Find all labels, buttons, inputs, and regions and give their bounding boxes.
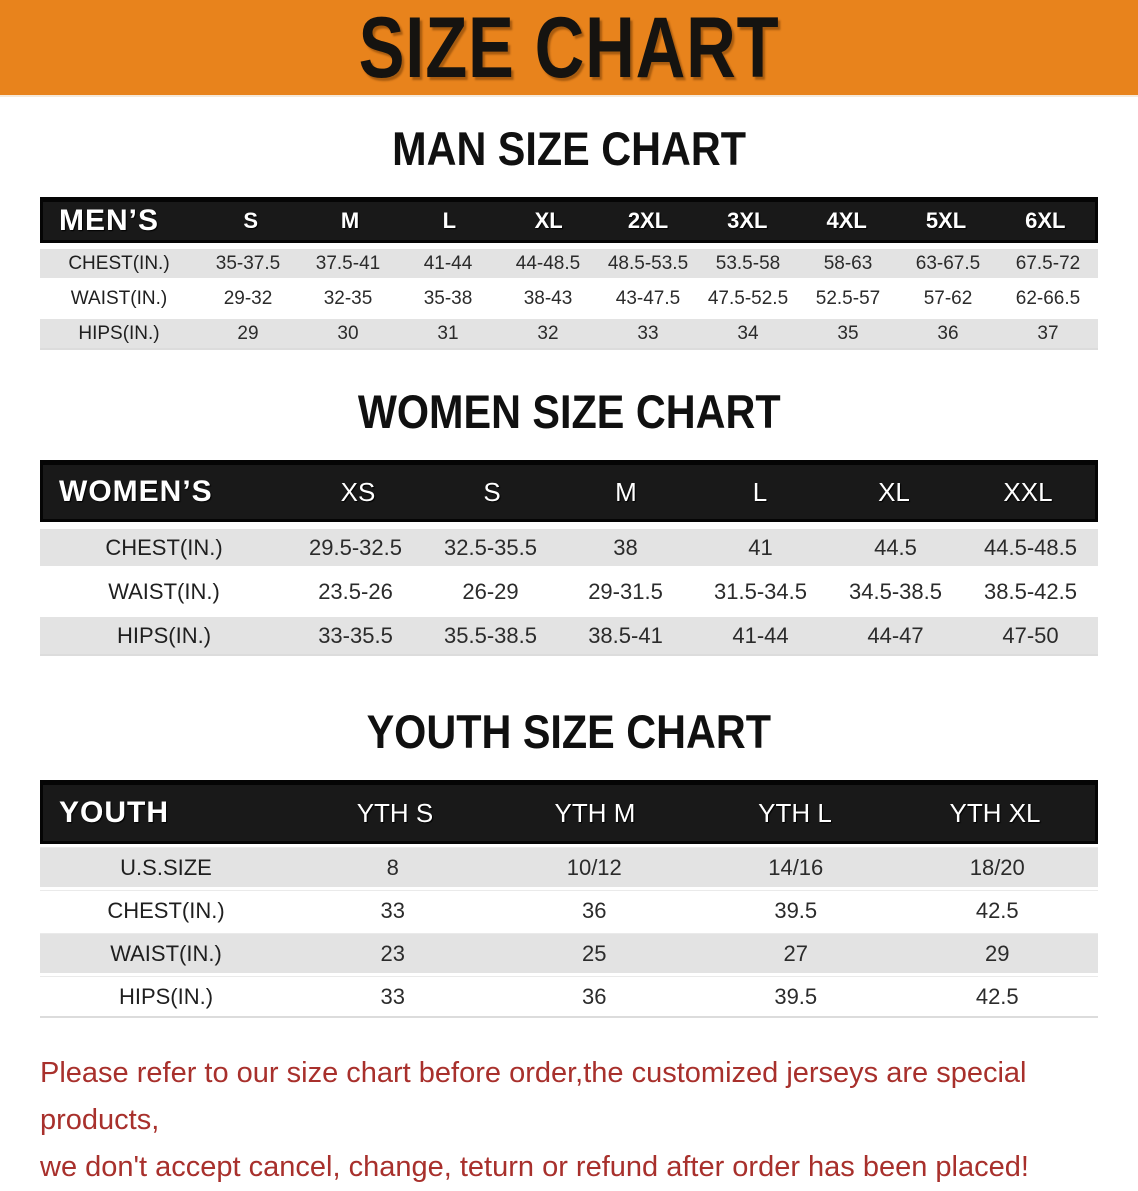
youth-cell-2-0: 23	[380, 940, 405, 966]
men-column-header-1: M	[340, 208, 360, 233]
youth-column-header-0: YTH S	[356, 797, 434, 828]
youth-cell-1-2: 39.5	[774, 897, 818, 923]
youth-table-row-1	[40, 890, 1098, 930]
youth-row-label-2: WAIST(IN.)	[110, 940, 222, 966]
women-table-header-row	[40, 460, 1098, 522]
men-cell-2-7: 36	[937, 322, 959, 344]
youth-cell-0-1: 10/12	[566, 854, 622, 880]
youth-chart-heading	[0, 705, 1138, 758]
women-cell-0-3: 41	[748, 534, 773, 560]
youth-row-label-1: CHEST(IN.)	[107, 897, 225, 923]
men-chart-heading-text: MAN SIZE CHART	[392, 122, 746, 175]
men-column-header-7: 5XL	[925, 208, 967, 233]
men-cell-1-2: 35-38	[423, 287, 473, 309]
men-table-row-1	[40, 284, 1098, 313]
men-size-chart-section	[0, 122, 1138, 350]
women-cell-1-1: 26-29	[462, 578, 519, 604]
men-cell-2-3: 32	[537, 322, 559, 344]
women-cell-2-1: 35.5-38.5	[444, 622, 537, 648]
women-cell-1-2: 29-31.5	[588, 578, 663, 604]
men-cell-2-6: 35	[837, 322, 859, 344]
women-chart-heading-text: WOMEN SIZE CHART	[357, 385, 781, 438]
women-column-header-4: XL	[878, 476, 910, 507]
men-cell-0-1: 37.5-41	[315, 252, 381, 274]
men-cell-2-5: 34	[737, 322, 759, 344]
men-header-label: MEN’S	[59, 204, 160, 237]
men-column-header-2: L	[442, 208, 457, 233]
youth-cell-1-3: 42.5	[975, 897, 1019, 923]
youth-cell-2-3: 29	[985, 940, 1010, 966]
men-cell-0-5: 53.5-58	[715, 252, 781, 274]
women-cell-2-3: 41-44	[732, 622, 789, 648]
men-cell-0-7: 63-67.5	[915, 252, 981, 274]
youth-column-header-3: YTH XL	[949, 797, 1041, 828]
men-row-label-0: CHEST(IN.)	[68, 252, 170, 274]
youth-cell-3-0: 33	[380, 983, 405, 1009]
men-cell-2-4: 33	[637, 322, 659, 344]
youth-row-label-3: HIPS(IN.)	[118, 983, 214, 1009]
women-table-row-1	[40, 573, 1098, 610]
men-cell-1-7: 57-62	[923, 287, 973, 309]
men-cell-1-0: 29-32	[223, 287, 273, 309]
women-cell-0-0: 29.5-32.5	[309, 534, 402, 560]
youth-table-row-0	[40, 847, 1098, 887]
men-cell-2-8: 37	[1037, 322, 1059, 344]
youth-table-header-row	[40, 780, 1098, 844]
disclaimer	[40, 1050, 1108, 1191]
women-chart-heading	[0, 385, 1138, 438]
men-table-header-row	[40, 197, 1098, 243]
women-table-row-2	[40, 617, 1098, 654]
men-row-label-2: HIPS(IN.)	[78, 322, 160, 344]
men-row-label-1: WAIST(IN.)	[70, 287, 168, 309]
men-cell-1-6: 52.5-57	[815, 287, 881, 309]
women-cell-2-5: 47-50	[1002, 622, 1059, 648]
youth-cell-1-1: 36	[582, 897, 607, 923]
page-title	[306, 0, 832, 96]
page-title-text: SIZE CHART	[358, 0, 780, 96]
women-cell-1-0: 23.5-26	[318, 578, 393, 604]
men-cell-0-2: 41-44	[423, 252, 473, 274]
women-cell-2-0: 33-35.5	[318, 622, 393, 648]
youth-header-label: YOUTH	[59, 796, 169, 829]
women-cell-0-4: 44.5	[874, 534, 917, 560]
youth-table-row-2	[40, 933, 1098, 973]
men-cell-0-0: 35-37.5	[215, 252, 281, 274]
men-cell-0-6: 58-63	[823, 252, 873, 274]
men-cell-1-5: 47.5-52.5	[707, 287, 789, 309]
women-cell-1-3: 31.5-34.5	[714, 578, 807, 604]
youth-cell-3-1: 36	[582, 983, 607, 1009]
men-cell-0-4: 48.5-53.5	[607, 252, 689, 274]
men-column-header-4: 2XL	[627, 208, 669, 233]
men-column-header-0: S	[243, 208, 258, 233]
women-size-table	[40, 460, 1098, 656]
women-cell-2-2: 38.5-41	[588, 622, 663, 648]
women-row-label-1: WAIST(IN.)	[108, 578, 220, 604]
women-header-label: WOMEN’S	[59, 475, 213, 508]
banner	[0, 0, 1138, 97]
men-table-row-2	[40, 319, 1098, 348]
youth-cell-3-3: 42.5	[975, 983, 1019, 1009]
men-cell-2-0: 29	[237, 322, 259, 344]
women-cell-1-4: 34.5-38.5	[849, 578, 942, 604]
men-table-row-0	[40, 249, 1098, 278]
youth-chart-heading-text: YOUTH SIZE CHART	[366, 705, 772, 758]
youth-size-chart-section	[0, 705, 1138, 1018]
men-column-header-6: 4XL	[826, 208, 867, 233]
women-row-label-2: HIPS(IN.)	[116, 622, 212, 648]
women-size-chart-section	[0, 385, 1138, 656]
women-cell-1-5: 38.5-42.5	[984, 578, 1077, 604]
women-column-header-1: S	[483, 476, 501, 507]
women-table-body	[40, 529, 1098, 654]
youth-cell-2-1: 25	[582, 940, 607, 966]
men-cell-2-1: 30	[337, 322, 359, 344]
youth-size-table	[40, 780, 1098, 1018]
men-cell-0-3: 44-48.5	[515, 252, 581, 274]
men-size-table	[40, 197, 1098, 350]
youth-cell-0-0: 8	[386, 854, 399, 880]
women-cell-0-1: 32.5-35.5	[444, 534, 537, 560]
youth-row-label-0: U.S.SIZE	[120, 854, 212, 880]
youth-cell-0-2: 14/16	[768, 854, 824, 880]
women-table-row-0	[40, 529, 1098, 566]
men-cell-0-8: 67.5-72	[1015, 252, 1081, 274]
men-cell-1-3: 38-43	[523, 287, 573, 309]
women-column-header-2: M	[615, 476, 637, 507]
men-column-header-3: XL	[534, 208, 563, 233]
youth-table-row-3	[40, 976, 1098, 1016]
youth-cell-0-3: 18/20	[969, 854, 1025, 880]
women-column-header-0: XS	[340, 476, 376, 507]
women-cell-2-4: 44-47	[867, 622, 924, 648]
women-column-header-5: XXL	[1003, 476, 1053, 507]
men-cell-1-8: 62-66.5	[1015, 287, 1081, 309]
women-cell-0-2: 38	[613, 534, 638, 560]
women-row-label-0: CHEST(IN.)	[105, 534, 223, 560]
disclaimer-line-2: we don't accept cancel, change, teturn or refund after order has been placed!	[40, 1151, 1029, 1183]
disclaimer-line-1: Please refer to our size chart before order,the customized jerseys are special products,	[40, 1057, 1027, 1136]
women-cell-0-5: 44.5-48.5	[984, 534, 1077, 560]
youth-column-header-2: YTH L	[758, 797, 832, 828]
men-column-header-8: 6XL	[1025, 208, 1066, 233]
youth-cell-1-0: 33	[380, 897, 405, 923]
youth-cell-3-2: 39.5	[774, 983, 818, 1009]
men-cell-1-4: 43-47.5	[615, 287, 681, 309]
men-cell-1-1: 32-35	[323, 287, 373, 309]
youth-table-body	[40, 847, 1098, 1016]
men-column-header-5: 3XL	[727, 208, 768, 233]
men-cell-2-2: 31	[437, 322, 459, 344]
women-column-header-3: L	[752, 476, 768, 507]
youth-column-header-1: YTH M	[554, 797, 636, 828]
men-chart-heading	[0, 122, 1138, 175]
men-table-body	[40, 249, 1098, 348]
youth-cell-2-2: 27	[783, 940, 808, 966]
